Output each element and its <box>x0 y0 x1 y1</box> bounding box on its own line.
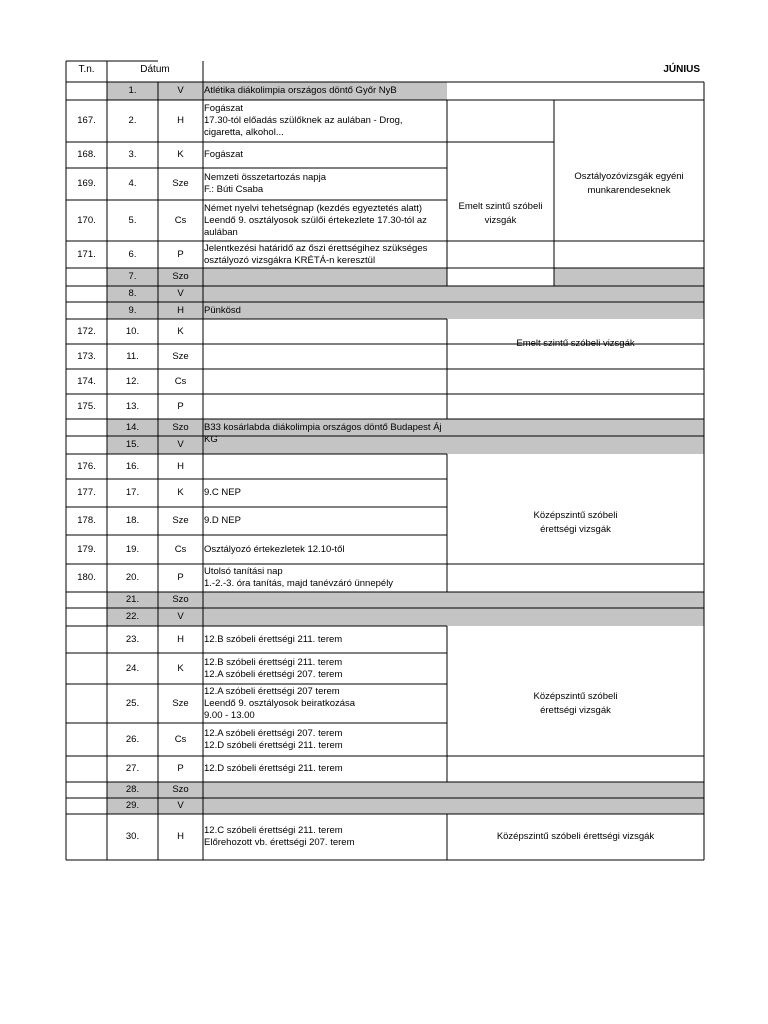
row-weekday: H <box>177 633 184 645</box>
row-event-text: Nemzeti összetartozás napja F.: Búti Csaba <box>204 172 326 195</box>
row-date-number: 23. <box>125 633 140 645</box>
row-weekday: V <box>177 611 184 622</box>
row-weekday: H <box>177 115 184 126</box>
row-weekday: Cs <box>174 733 187 745</box>
row-event-text: 9.C NEP <box>204 487 241 498</box>
row-weekday: P <box>177 572 184 583</box>
row-weekday: Sze <box>172 350 189 362</box>
row-weekday: Szo <box>172 271 189 282</box>
row-date-number: 13. <box>125 400 140 412</box>
row-weekday: K <box>177 487 184 498</box>
row-date-number: 27. <box>125 763 140 774</box>
row-date-number: 14. <box>125 421 140 433</box>
row-date-number: 1. <box>128 85 137 96</box>
row-weekday: Szo <box>172 594 189 605</box>
row-tn: 177. <box>77 487 96 498</box>
row-weekday: Sze <box>172 697 189 709</box>
row-tn: 174. <box>77 375 96 387</box>
row-event-text: 12.B szóbeli érettségi 211. terem <box>204 633 343 645</box>
row-date-number: 4. <box>128 178 137 189</box>
header-datum: Dátum <box>140 64 170 75</box>
row-event-text: Fogászat <box>204 149 244 160</box>
row-tn: 178. <box>77 515 96 526</box>
row-event-text: Jelentkezési határidő az őszi érettségihez szükséges osztályozó vizsgákra KRÉTÁ-n keresztül <box>204 242 428 266</box>
row-tn: 171. <box>77 248 96 260</box>
note-kozepszintu-2: Középszintű szóbeli érettségi vizsgák <box>533 691 618 716</box>
row-weekday: H <box>177 460 184 472</box>
row-tn: 176. <box>77 460 96 472</box>
row-weekday: Cs <box>174 543 187 555</box>
note-osztalyozo: Osztályozóvizsgák egyéni munkarendeseknek <box>574 171 684 196</box>
row-weekday: H <box>177 831 184 842</box>
row-tn: 170. <box>77 214 96 226</box>
row-event-text: 12.D szóbeli érettségi 211. terem <box>204 763 343 774</box>
row-weekday: Cs <box>174 375 187 387</box>
row-tn: 168. <box>77 149 96 160</box>
row-event-text: Osztályozó értekezletek 12.10-től <box>204 543 345 555</box>
row-date-number: 10. <box>125 325 140 337</box>
row-tn: 169. <box>77 178 96 189</box>
row-weekday: Sze <box>172 178 189 189</box>
row-tn: 167. <box>77 115 96 126</box>
row-weekday: V <box>177 85 184 96</box>
row-event-text: 12.B szóbeli érettségi 211. terem 12.A szóbeli érettségi 207. terem <box>204 656 343 680</box>
row-event-text: 12.A szóbeli érettségi 207. terem 12.D szóbeli érettségi 211. terem <box>204 727 343 751</box>
header-month: JÚNIUS <box>663 64 700 75</box>
row-weekday: K <box>177 662 184 674</box>
row-weekday: Cs <box>174 214 187 226</box>
row-event-text: 12.C szóbeli érettségi 211. terem Előrehozott vb. érettségi 207. terem <box>204 825 355 848</box>
row-weekday: V <box>177 439 184 450</box>
row-weekday: Szo <box>172 421 189 433</box>
row-event-text: Német nyelvi tehetségnap (kezdés egyeztetés alatt) Leendő 9. osztályosok szülői értekezlete 17.30-tól az aulában <box>204 202 427 238</box>
row-date-number: 5. <box>128 214 137 226</box>
row-event-text: Fogászat 17.30-tól előadás szülőknek az aulában - Drog, cigaretta, alkohol... <box>204 103 403 138</box>
row-weekday: P <box>177 400 184 412</box>
row-event-text: Utolsó tanítási nap 1.-2.-3. óra tanítás, majd tanévzáró ünnepély <box>204 566 394 589</box>
note-emelt-szobeli-1: Emelt szintű szóbeli vizsgák <box>458 201 543 226</box>
row-tn: 180. <box>77 572 96 583</box>
row-weekday: K <box>177 149 184 160</box>
row-date-number: 30. <box>125 831 140 842</box>
row-date-number: 22. <box>125 611 140 622</box>
header-tn: T.n. <box>78 64 95 75</box>
row-date-number: 29. <box>125 800 140 811</box>
row-date-number: 6. <box>128 248 137 260</box>
row-date-number: 25. <box>125 697 140 709</box>
row-date-number: 28. <box>125 784 140 795</box>
row-date-number: 3. <box>128 149 137 160</box>
row-tn: 172. <box>77 325 96 337</box>
row-date-number: 8. <box>128 288 137 299</box>
row-event-text: 9.D NEP <box>204 515 241 526</box>
row-weekday: Sze <box>172 515 189 526</box>
row-weekday: Szo <box>172 784 189 795</box>
row-weekday: V <box>177 288 184 299</box>
row-tn: 173. <box>77 350 96 362</box>
row-date-number: 7. <box>128 271 137 282</box>
row-weekday: P <box>177 763 184 774</box>
row-event-text: Pünkösd <box>204 304 241 316</box>
row-weekday: V <box>177 800 184 811</box>
row-date-number: 19. <box>125 543 140 555</box>
row-event-text: Atlétika diákolimpia országos döntő Győr NyB <box>204 85 397 96</box>
row-tn: 175. <box>77 400 96 412</box>
row-weekday: K <box>177 325 184 337</box>
row-date-number: 9. <box>128 304 137 316</box>
row-date-number: 12. <box>125 375 140 387</box>
row-date-number: 18. <box>125 515 140 526</box>
row-date-number: 11. <box>126 350 139 362</box>
row-weekday: H <box>177 304 184 316</box>
row-date-number: 2. <box>128 115 137 126</box>
row-date-number: 26. <box>125 733 140 745</box>
row-event-text: B33 kosárlabda diákolimpia országos döntő Budapest Áj KG <box>204 421 442 445</box>
row-date-number: 21. <box>125 594 140 605</box>
row-date-number: 24. <box>125 662 140 674</box>
row-weekday: P <box>177 248 184 260</box>
row-date-number: 15. <box>125 439 140 450</box>
header-white <box>447 82 704 100</box>
row-date-number: 17. <box>125 487 140 498</box>
row-event-text: 12.A szóbeli érettségi 207 terem Leendő 9. osztályosok beiratkozása 9.00 - 13.00 <box>204 685 356 721</box>
note-kozepszintu-3: Középszintű szóbeli érettségi vizsgák <box>496 831 655 842</box>
row-date-number: 16. <box>125 460 140 472</box>
note-kozepszintu-1: Középszintű szóbeli érettségi vizsgák <box>533 510 618 535</box>
row-date-number: 20. <box>125 572 140 583</box>
note-emelt-szobeli-2: Emelt szintű szóbeli vizsgák <box>516 338 635 349</box>
row-tn: 179. <box>77 543 96 555</box>
